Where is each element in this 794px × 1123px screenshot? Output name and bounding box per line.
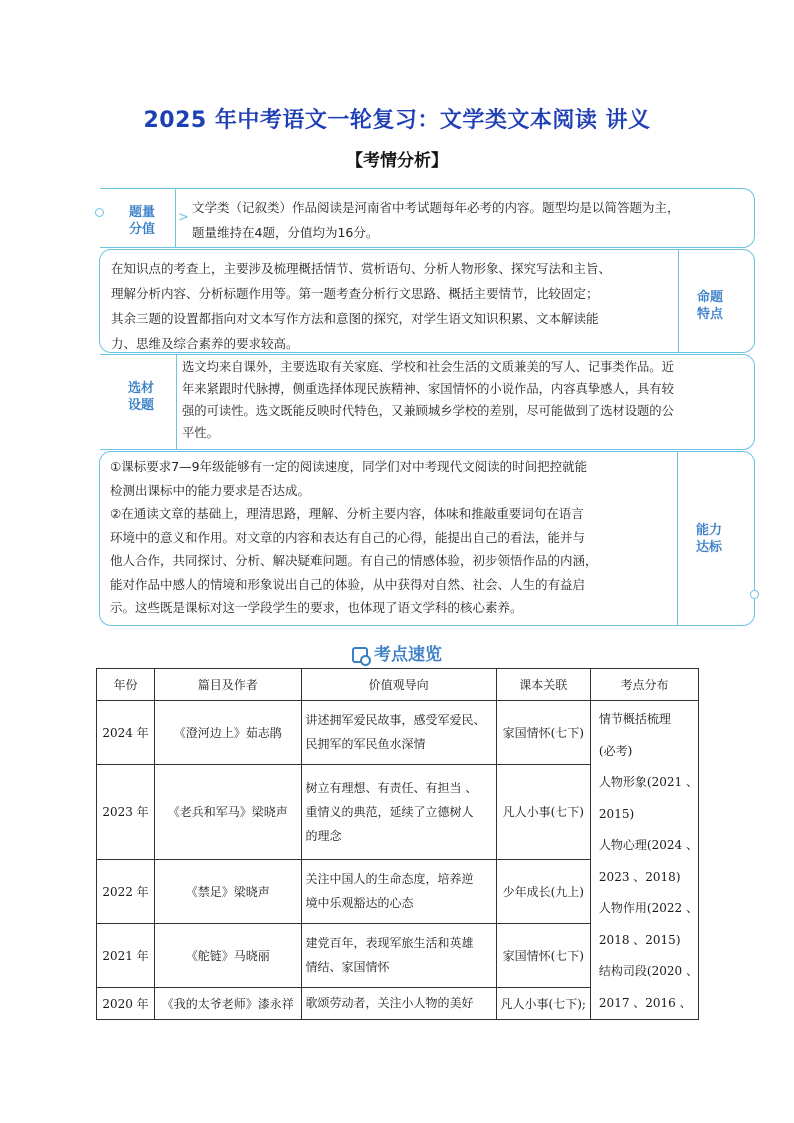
work-cell: 《禁足》梁晓声: [155, 859, 302, 923]
value-cell: 歌颂劳动者，关注小人物的美好: [301, 987, 496, 1019]
book-cell: 家国情怀(七下): [496, 923, 590, 987]
column-header: 课本关联: [496, 669, 590, 701]
column-header: 篇目及作者: [155, 669, 302, 701]
divider-line: [677, 451, 678, 626]
text-ability: ①课标要求7—9年级能够有一定的阅读速度，同学们对中考现代文阅读的时间把控就能 检测出课标中的能力要求是否达成。 ②在通读文章的基础上，理清思路，理解、分析主要内容，体味和推敲重要词句在语言 环境中的意义和作用。对文章的内容和表达有自己的心得，能提出自己的看法，能并与 他人合作，共同探讨、分析、解决疑难问题。有自己的情感体验，初步领悟作品的内涵， 能对作品中感人的情境和形象说出自己的体验，从中获得对自然、社会、人生的有益启 示。这些既是课标对这一学段学生的要求，也体现了语文学科的核心素养。: [110, 459, 598, 615]
divider-line: [176, 354, 177, 450]
overview-heading: 考点速览: [0, 640, 794, 665]
value-cell: 关注中国人的生命态度，培养逆 境中乐观豁达的心态: [301, 859, 496, 923]
year-cell: 2023 年: [97, 764, 155, 859]
book-cell: 凡人小事(七下): [496, 764, 590, 859]
value-cell: 建党百年，表现军旅生活和英雄 情结、家国情怀: [301, 923, 496, 987]
table-header-row: [97, 669, 699, 701]
year-cell: 2021 年: [97, 923, 155, 987]
book-cell: 家国情怀(七下): [496, 701, 590, 765]
value-cell: 树立有理想、有责任、有担当 、 重情义的典范，延续了立德树人 的理念: [301, 764, 496, 859]
text-selection: 选文均来自课外，主要选取有关家庭、学校和社会生活的文质兼美的写人、记事类作品。近 年来紧跟时代脉搏，侧重选择体现民族精神、家国情怀的小说作品，内容真挚感人，具有较 强的可读性。选文既能反映时代特色，又兼顾城乡学校的差别，尽可能做到了选材设题的公 平性。: [182, 360, 674, 440]
divider-line: [678, 249, 679, 353]
divider-line: [175, 188, 176, 248]
column-header: 价值观导向: [301, 669, 496, 701]
column-header: 年份: [97, 669, 155, 701]
value-cell: 讲述拥军爱民故事，感受军爱民、 民拥军的军民鱼水深情: [301, 701, 496, 765]
text-features: 在知识点的考查上，主要涉及梳理概括情节、赏析语句、分析人物形象、探究写法和主旨、 理解分析内容、分析标题作用等。第一题考查分析行文思路、概括主要情节，比较固定； 其余三题的设置都指向对文本写作方法和意图的探究，对学生语文知识积累、文本解读能 力、思维及综合素养的要求较高。: [111, 261, 612, 351]
search-document-icon: [352, 647, 368, 663]
text-quantity: 文学类（记叙类）作品阅读是河南省中考试题每年必考的内容。题型均是以简答题为主， 题量维持在4题，分值均为16分。: [192, 200, 680, 240]
pointer-arrow-icon: >: [178, 210, 189, 225]
connector-dot: [95, 208, 104, 217]
column-header: 考点分布: [590, 669, 698, 701]
section-subtitle: 【考情分析】: [346, 151, 448, 171]
exam-points-table: [96, 668, 699, 1020]
distribution-cell: 情节概括梳理 (必考) 人物形象(2021 、 2015) 人物心理(2024 、 2023 、2018) 人物作用(2022 、 2018 、2015) 结构司段(2020 、 2017 、2016 、: [590, 701, 698, 1020]
page-title: 2025 年中考语文一轮复习：文学类文本阅读 讲义: [143, 108, 651, 133]
table-row: [97, 701, 699, 765]
tag-quantity: 题量 分值: [128, 205, 155, 237]
year-cell: 2022 年: [97, 859, 155, 923]
connector-dot: [750, 590, 759, 599]
work-cell: 《老兵和军马》梁晓声: [155, 764, 302, 859]
work-cell: 《舵链》马晓丽: [155, 923, 302, 987]
work-cell: 《我的太爷老师》漆永祥: [155, 987, 302, 1019]
tag-selection: 选材 设题: [127, 381, 154, 413]
work-cell: 《澄河边上》茹志鹃: [155, 701, 302, 765]
tag-features: 命题 特点: [696, 290, 723, 322]
book-cell: 少年成长(九上): [496, 859, 590, 923]
year-cell: 2020 年: [97, 987, 155, 1019]
tag-ability: 能力 达标: [695, 523, 722, 555]
book-cell: 凡人小事(七下);: [496, 987, 590, 1019]
year-cell: 2024 年: [97, 701, 155, 765]
